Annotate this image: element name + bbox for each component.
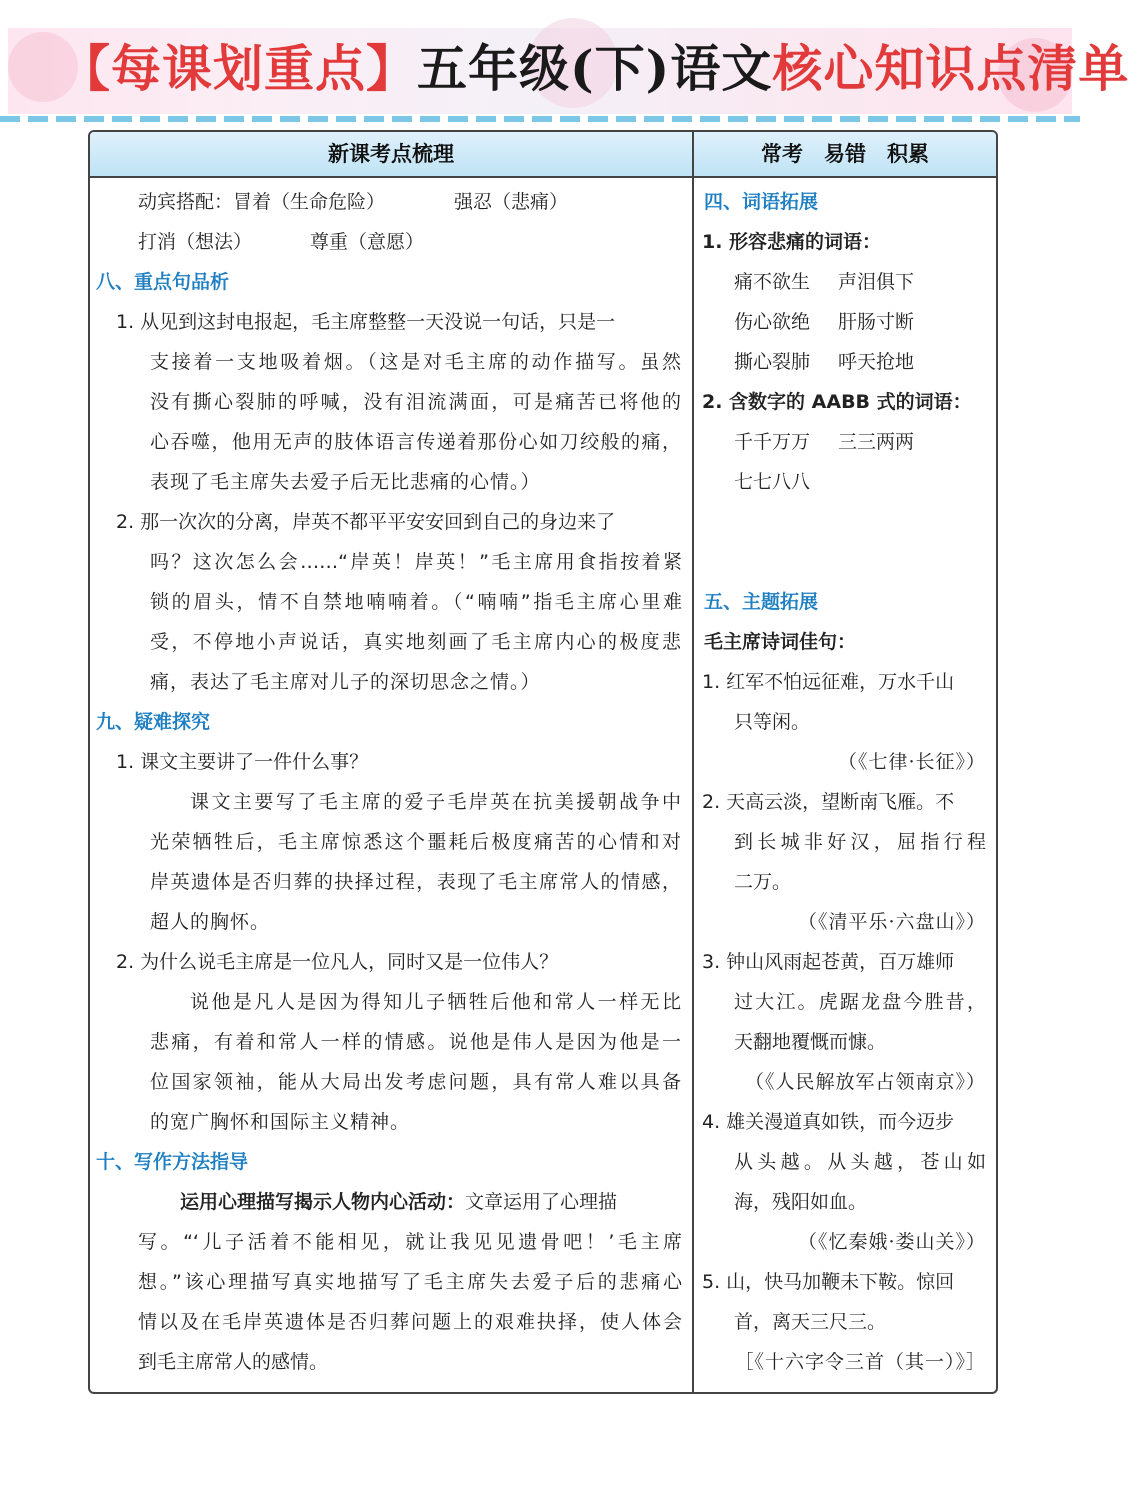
word-item: 撕心裂肺	[734, 351, 811, 373]
word-item: 伤心欲绝	[734, 311, 811, 333]
writing-line: 到毛主席常人的感情。	[138, 1351, 329, 1373]
poem-line: 从头越。从头越，苍山如	[734, 1151, 986, 1173]
answer-line: 位国家领袖，能从大局出发考虑问题，具有常人难以具备	[150, 1071, 682, 1093]
section-title-8: 八、重点句品析	[96, 271, 230, 293]
word-item: 声泪俱下	[838, 271, 915, 293]
section-title-5: 五、主题拓展	[704, 591, 819, 613]
word-item: 千千万万	[734, 431, 811, 453]
poem-line: 只等闲。	[734, 711, 811, 733]
answer-line: 光荣牺牲后，毛主席惊悉这个噩耗后极度痛苦的心情和对	[150, 831, 682, 853]
table-header	[90, 132, 996, 178]
answer-line: 说他是凡人是因为得知儿子牺牲后他和常人一样无比	[190, 991, 682, 1013]
word-group-2-title: 2. 含数字的 AABB 式的词语：	[702, 391, 972, 413]
title-part-1: 【每课划重点】	[60, 39, 417, 98]
knowledge-table	[88, 130, 998, 1394]
sentence-line: 锁的眉头，情不自禁地喃喃着。（“喃喃”指毛主席心里难	[150, 591, 682, 613]
title-part-2: 五年级(下)语文	[417, 39, 773, 98]
poem-line: 5. 山，快马加鞭未下鞍。惊回	[702, 1271, 955, 1293]
poem-heading: 毛主席诗词佳句：	[704, 631, 857, 653]
word-item: 痛不欲生	[734, 271, 811, 293]
word-item: 三三两两	[838, 431, 915, 453]
sentence-line: 吗？这次怎么会……“岸英！岸英！”毛主席用食指按着紧	[150, 551, 682, 573]
word-item: 七七八八	[734, 471, 811, 493]
collocation-b: 强忍（悲痛）	[454, 191, 569, 213]
collocation-a: 打消（想法）	[138, 231, 253, 253]
writing-line: 想。”该心理描写真实地描写了毛主席失去爱子后的悲痛心	[138, 1271, 682, 1293]
sentence-line: 没有撕心裂肺的呼喊，没有泪流满面，可是痛苦已将他的	[150, 391, 682, 413]
word-item: 呼天抢地	[838, 351, 915, 373]
word-group-1-title: 1. 形容悲痛的词语：	[702, 231, 882, 253]
collocation-a: 动宾搭配：冒着（生命危险）	[138, 191, 386, 213]
poem-line: 首，离天三尺三。	[734, 1311, 887, 1333]
decorative-stripe	[0, 116, 1080, 122]
left-column-header: 新课考点梳理	[328, 142, 454, 166]
section-title-9: 九、疑难探究	[96, 711, 211, 733]
answer-line: 的宽广胸怀和国际主义精神。	[150, 1111, 411, 1133]
writing-line: 写。“‘儿子活着不能相见，就让我见见遗骨吧！’毛主席	[138, 1231, 682, 1253]
sentence-line: 受，不停地小声说话，真实地刻画了毛主席内心的极度悲	[150, 631, 682, 653]
writing-lead: 运用心理描写揭示人物内心活动：	[180, 1191, 466, 1213]
poem-line: 1. 红军不怕远征难，万水千山	[702, 671, 955, 693]
title-part-3: 核心知识点清单	[772, 39, 1129, 98]
poem-line: 过大江。虎踞龙盘今胜昔，	[734, 991, 986, 1013]
collocation-b: 尊重（意愿）	[310, 231, 425, 253]
question-2: 2. 为什么说毛主席是一位凡人，同时又是一位伟人？	[116, 951, 559, 973]
writing-line: 文章运用了心理描	[465, 1191, 618, 1213]
page-title	[60, 34, 1129, 104]
writing-line: 情以及在毛岸英遗体是否归葬问题上的艰难抉择，使人体会	[138, 1311, 682, 1333]
poem-source: （《七律·长征》）	[837, 751, 986, 773]
poem-line: 2. 天高云淡，望断南飞雁。不	[702, 791, 955, 813]
poem-line: 天翻地覆慨而慷。	[734, 1031, 887, 1053]
column-divider	[692, 132, 694, 1392]
poem-line: 3. 钟山风雨起苍黄，百万雄师	[702, 951, 955, 973]
poem-source: ［《十六字令三首（其一）》］	[734, 1351, 986, 1373]
right-column-header: 常考 易错 积累	[761, 142, 929, 166]
writing-paragraph-lead	[180, 1182, 617, 1222]
sentence-line: 心吞噬，他用无声的肢体语言传递着那份心如刀绞般的痛，	[150, 431, 682, 453]
sentence-line: 痛，表达了毛主席对儿子的深切思念之情。）	[150, 671, 541, 693]
section-title-10: 十、写作方法指导	[96, 1151, 249, 1173]
sentence-line: 1. 从见到这封电报起，毛主席整整一天没说一句话，只是一	[116, 311, 616, 333]
poem-source: （《忆秦娥·娄山关》）	[797, 1231, 986, 1253]
answer-line: 悲痛，有着和常人一样的情感。说他是伟人是因为他是一	[150, 1031, 682, 1053]
question-1: 1. 课文主要讲了一件什么事？	[116, 751, 369, 773]
answer-line: 超人的胸怀。	[150, 911, 271, 933]
poem-line: 到长城非好汉，屈指行程	[734, 831, 986, 853]
answer-line: 岸英遗体是否归葬的抉择过程，表现了毛主席常人的情感，	[150, 871, 682, 893]
answer-line: 课文主要写了毛主席的爱子毛岸英在抗美援朝战争中	[190, 791, 682, 813]
poem-source: （《人民解放军占领南京》）	[744, 1071, 986, 1093]
section-title-4: 四、词语拓展	[704, 191, 819, 213]
sentence-line: 表现了毛主席失去爱子后无比悲痛的心情。）	[150, 471, 541, 493]
poem-source: （《清平乐·六盘山》）	[797, 911, 986, 933]
poem-line: 4. 雄关漫道真如铁，而今迈步	[702, 1111, 955, 1133]
word-item: 肝肠寸断	[838, 311, 915, 333]
sentence-line: 2. 那一次次的分离，岸英不都平平安安回到自己的身边来了	[116, 511, 616, 533]
poem-line: 海，残阳如血。	[734, 1191, 868, 1213]
poem-line: 二万。	[734, 871, 792, 893]
sentence-line: 支接着一支地吸着烟。（这是对毛主席的动作描写。虽然	[150, 351, 682, 373]
